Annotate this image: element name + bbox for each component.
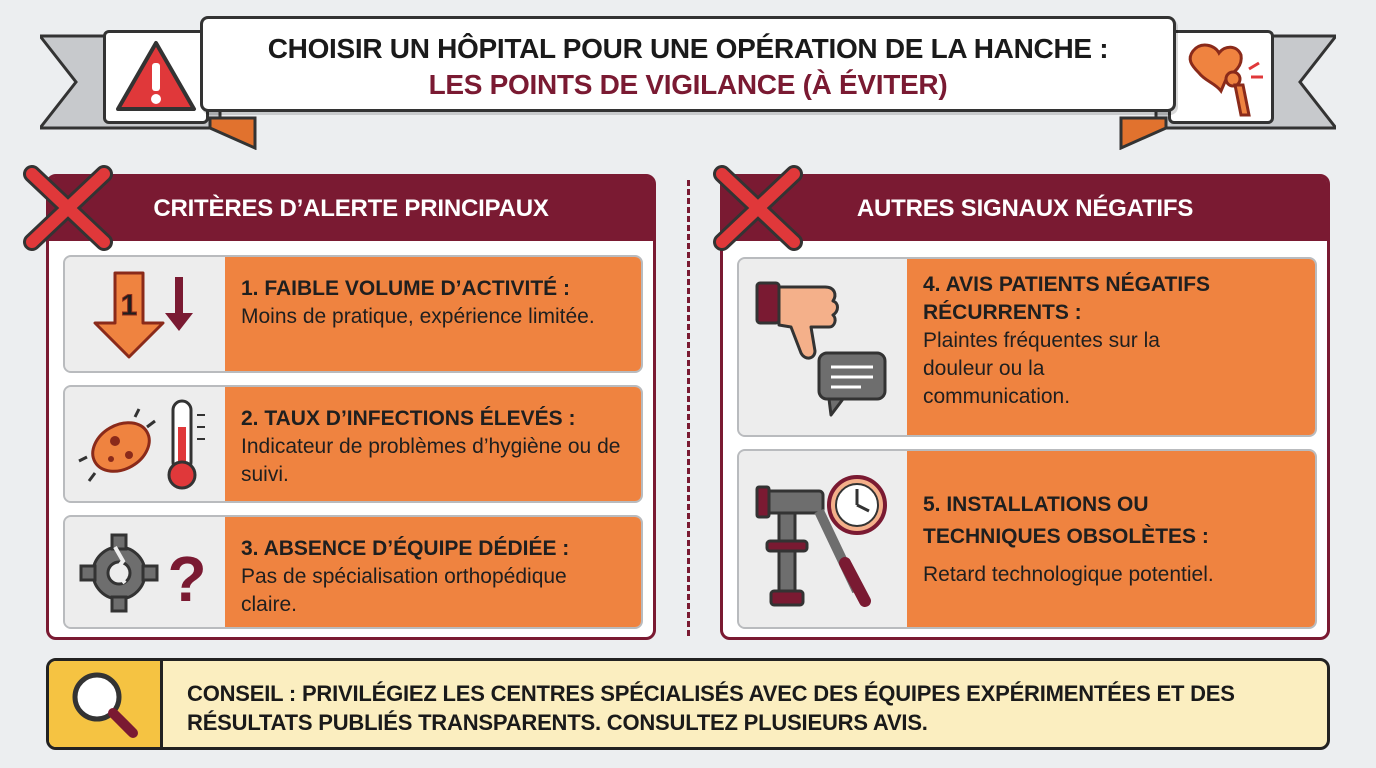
card-text-area <box>225 257 641 371</box>
card-description: Moins de pratique, expérience limitée. <box>241 305 595 328</box>
card-description: Plaintes fréquentes sur la douleur ou la communication. <box>923 329 1160 408</box>
alert-card-2 <box>63 385 643 503</box>
low-volume-number: 1 <box>120 289 138 322</box>
svg-text:?: ? <box>167 543 207 615</box>
magnifier-icon <box>49 661 159 747</box>
card-text-area <box>907 259 1315 435</box>
alert-card-3 <box>63 515 643 629</box>
low-volume-arrow-icon <box>65 257 225 371</box>
advice-icon-area <box>49 661 163 747</box>
warning-icon-box <box>103 30 209 124</box>
left-panel-title: CRITÈRES D’ALERTE PRINCIPAUX <box>49 177 653 241</box>
left-panel <box>46 174 656 640</box>
right-x-mark-icon <box>710 162 806 254</box>
warning-triangle-icon <box>106 33 206 121</box>
hip-bone-icon <box>1171 33 1271 121</box>
page-title: CHOISIR UN HÔPITAL POUR UNE OPÉRATION DE LA HANCHE : <box>267 33 1109 64</box>
left-x-mark-icon <box>20 162 116 254</box>
card-text-area <box>225 387 641 501</box>
card-title: 3. ABSENCE D’ÉQUIPE DÉDIÉE : <box>241 537 570 560</box>
card-title: 1. FAIBLE VOLUME D’ACTIVITÉ : <box>241 277 571 300</box>
hip-icon-box <box>1168 30 1274 124</box>
card-text-area <box>225 517 641 627</box>
card-title: 5. INSTALLATIONS OU TECHNIQUES OBSOLÈTES : <box>923 493 1209 548</box>
card-icon-area <box>65 387 225 501</box>
card-icon-area <box>739 259 907 435</box>
alert-card-1 <box>63 255 643 373</box>
card-description: Indicateur de problèmes d’hygiène ou de suivi. <box>241 435 621 486</box>
card-icon-area <box>65 517 225 627</box>
thumbs-down-chat-icon <box>739 259 907 435</box>
signal-card-4 <box>737 257 1317 437</box>
broken-gear-question-icon <box>65 517 225 627</box>
header-title-box <box>200 16 1176 112</box>
card-description: Pas de spécialisation orthopédique claire. <box>241 565 567 616</box>
advice-text: CONSEIL : PRIVILÉGIEZ LES CENTRES SPÉCIALISÉS AVEC DES ÉQUIPES EXPÉRIMENTÉES ET DES RÉSULTATS PUBLIÉS TRANSPARENTS. CONSULTEZ PLUSIEURS AVIS. <box>187 681 1235 735</box>
advice-box <box>46 658 1330 750</box>
card-description: Retard technologique potentiel. <box>923 563 1214 586</box>
right-panel-title: AUTRES SIGNAUX NÉGATIFS <box>723 177 1327 241</box>
card-title: 4. AVIS PATIENTS NÉGATIFS RÉCURRENTS : <box>923 273 1211 324</box>
old-equipment-clock-icon <box>739 451 907 627</box>
card-icon-area <box>65 257 225 371</box>
panel-divider <box>687 180 690 636</box>
card-text-area <box>907 451 1315 627</box>
signal-card-5 <box>737 449 1317 629</box>
card-icon-area <box>739 451 907 627</box>
bacteria-thermometer-icon <box>65 387 225 501</box>
page-subtitle: LES POINTS DE VIGILANCE (À ÉVITER) <box>428 69 948 100</box>
right-panel <box>720 174 1330 640</box>
card-title: 2. TAUX D’INFECTIONS ÉLEVÉS : <box>241 407 576 430</box>
